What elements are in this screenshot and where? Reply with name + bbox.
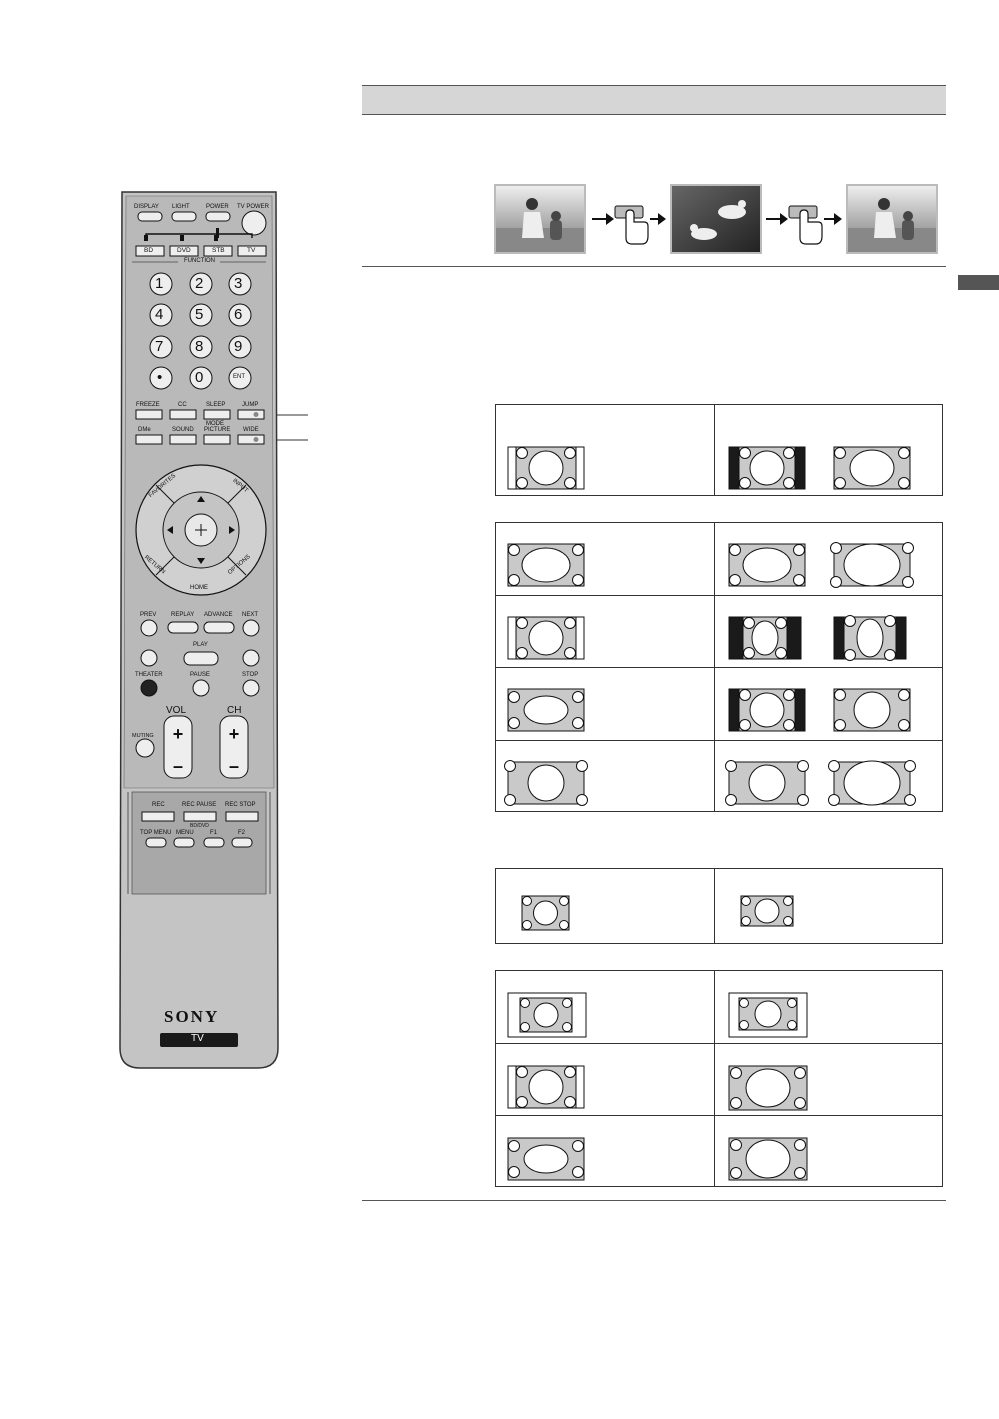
rec-button[interactable]: REC <box>152 802 165 808</box>
key-0[interactable]: 0 <box>195 369 204 386</box>
rec-stop-button[interactable]: REC STOP <box>225 802 256 808</box>
vol-label: VOL <box>166 705 187 716</box>
dmeplus-button[interactable]: DMe <box>138 427 151 433</box>
play-button[interactable]: PLAY <box>193 642 208 648</box>
f2-button[interactable]: F2 <box>238 830 246 836</box>
key-2[interactable]: 2 <box>195 275 204 292</box>
pause-button[interactable]: PAUSE <box>190 672 210 678</box>
svg-text:+: + <box>172 724 184 744</box>
svg-text:–: – <box>228 756 240 776</box>
stop-button[interactable]: STOP <box>242 672 259 678</box>
light-button[interactable]: LIGHT <box>172 204 190 210</box>
advance-button[interactable]: ADVANCE <box>204 612 233 618</box>
rec-pause-button[interactable]: REC PAUSE <box>182 802 217 808</box>
key-7[interactable]: 7 <box>155 338 164 355</box>
favorites-button[interactable]: FAVORITES <box>147 473 178 499</box>
f1-button[interactable]: F1 <box>210 830 218 836</box>
sleep-button[interactable]: SLEEP <box>206 402 226 408</box>
bd-dvd-label: BD/DVD <box>190 823 209 829</box>
menu-button[interactable]: MENU <box>176 830 194 836</box>
sound-button[interactable]: SOUND <box>172 427 194 433</box>
options-button[interactable]: OPTIONS <box>227 554 252 576</box>
next-button[interactable]: NEXT <box>242 612 259 618</box>
display-button[interactable]: DISPLAY <box>134 204 159 210</box>
power-button[interactable]: POWER <box>206 204 229 210</box>
key-3[interactable]: 3 <box>234 275 243 292</box>
function-stb-button[interactable]: STB <box>212 247 225 254</box>
mode-label: MODE <box>206 421 224 427</box>
tv-power-button[interactable]: TV POWER <box>237 204 270 210</box>
function-bd-button[interactable]: BD <box>144 247 154 254</box>
sony-logo: SONY <box>164 1007 220 1026</box>
cc-button[interactable]: CC <box>178 402 187 408</box>
picture-button[interactable]: PICTURE <box>204 427 231 433</box>
remote-control <box>118 188 280 1072</box>
key-ent[interactable]: ENT <box>233 374 245 380</box>
tv-badge: TV <box>191 1033 204 1044</box>
key-8[interactable]: 8 <box>195 338 204 355</box>
key-1[interactable]: 1 <box>155 275 164 292</box>
key-9[interactable]: 9 <box>234 338 243 355</box>
svg-text:+: + <box>228 724 240 744</box>
svg-text:–: – <box>172 756 184 776</box>
home-button[interactable]: HOME <box>190 585 208 591</box>
theater-button[interactable]: THEATER <box>135 672 163 678</box>
wide-button[interactable]: WIDE <box>243 427 259 433</box>
return-button[interactable]: RETURN <box>142 554 167 576</box>
key-5[interactable]: 5 <box>195 306 204 323</box>
key-6[interactable]: 6 <box>234 306 243 323</box>
top-menu-button[interactable]: TOP MENU <box>140 830 172 836</box>
key-dot[interactable]: • <box>157 369 163 386</box>
function-label: FUNCTION <box>184 258 215 264</box>
ch-label: CH <box>227 705 242 716</box>
key-4[interactable]: 4 <box>155 306 164 323</box>
input-button[interactable]: INPUT <box>231 477 249 495</box>
function-tv-button[interactable]: TV <box>247 247 256 254</box>
prev-button[interactable]: PREV <box>140 612 157 618</box>
muting-button[interactable]: MUTING <box>132 733 154 739</box>
replay-button[interactable]: REPLAY <box>171 612 195 618</box>
freeze-button[interactable]: FREEZE <box>136 402 160 408</box>
function-dvd-button[interactable]: DVD <box>177 247 191 254</box>
jump-button[interactable]: JUMP <box>242 402 259 408</box>
